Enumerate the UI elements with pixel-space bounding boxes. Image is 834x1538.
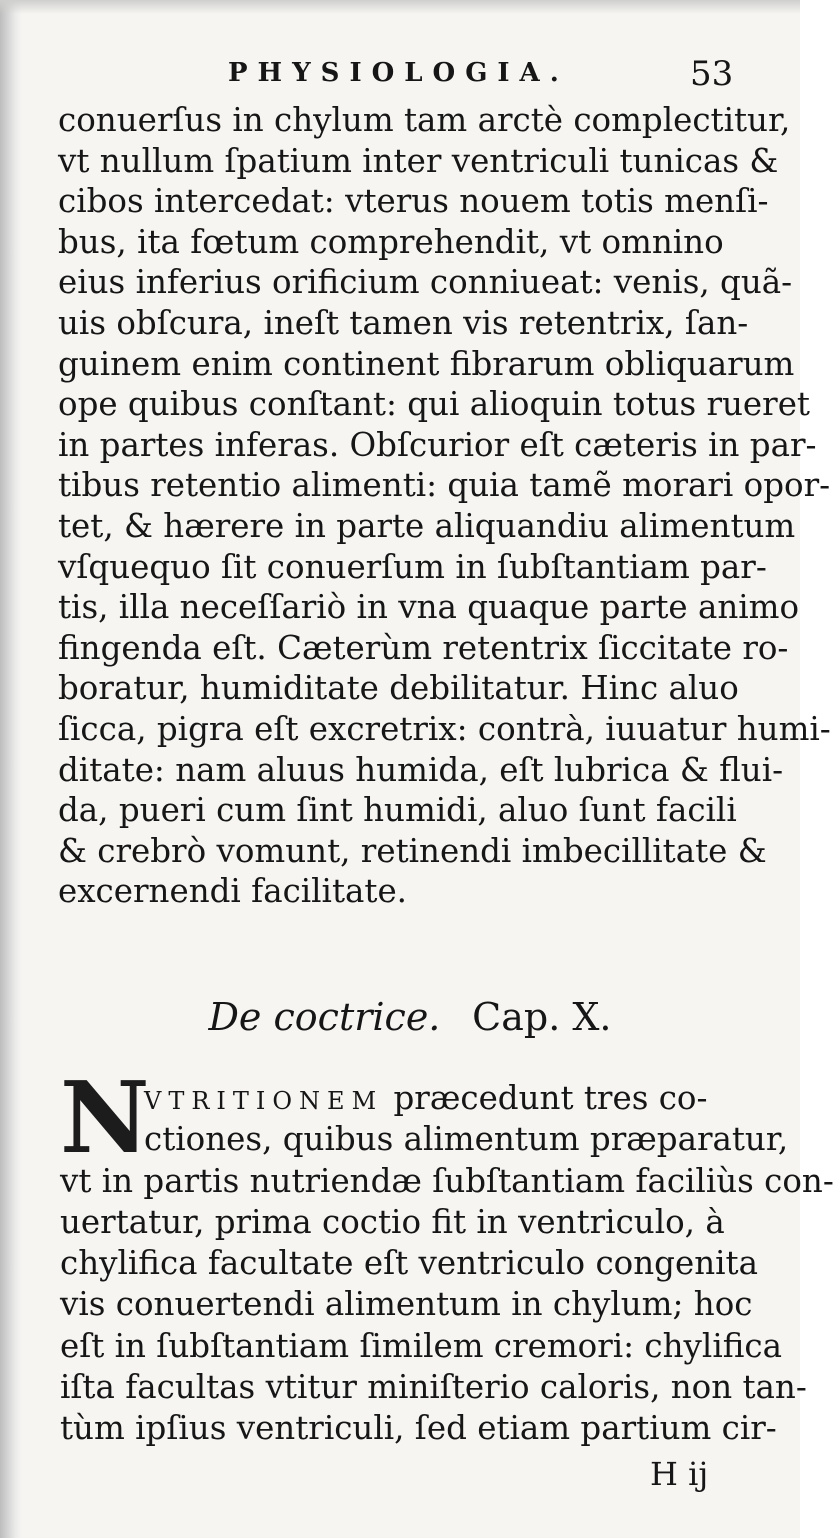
chapter-heading xyxy=(0,995,800,1039)
gutter-shadow xyxy=(0,0,22,1538)
text-line: boratur, humiditate debilitatur. Hinc aluo xyxy=(58,669,739,708)
text-line: da, pueri cum ſint humidi, aluo ſunt facili xyxy=(58,791,737,830)
text-line: ctiones, quibus alimentum præparatur, xyxy=(144,1120,789,1159)
body-text xyxy=(58,100,831,912)
drop-cap: N xyxy=(60,1061,150,1176)
text-line: excernendi facilitate. xyxy=(58,872,408,911)
chapter-body xyxy=(60,1061,834,1450)
lead-small-caps: VTRITIONEM xyxy=(144,1087,384,1115)
top-edge-shadow xyxy=(0,0,800,14)
text-line: vis conuertendi alimentum in chylum; hoc xyxy=(60,1285,753,1324)
first-line-rest: præcedunt tres co- xyxy=(383,1079,708,1117)
text-line: chylifica facultate eſt ventriculo congenita xyxy=(60,1244,758,1283)
text-line: eſt in ſubſtantiam ſimilem cremori: chylifica xyxy=(60,1326,782,1365)
text-line: tùm ipſius ventriculi, ſed etiam partium cir- xyxy=(60,1409,777,1448)
text-line: tibus retentio alimenti: quia tamẽ morari opor- xyxy=(58,466,831,505)
text-line: guinem enim continent fibrarum obliquarum xyxy=(58,344,795,383)
text-line: ditate: nam aluus humida, eſt lubrica & flui- xyxy=(58,750,784,789)
text-line: in partes inferas. Obſcurior eſt cæteris in par- xyxy=(58,425,817,464)
chapter-separator xyxy=(452,995,460,1039)
text-line: iſta facultas vtitur miniſterio caloris, non tan- xyxy=(60,1368,807,1407)
text-line: ope quibus conſtant: qui alioquin totus rueret xyxy=(58,385,810,424)
text-line: vſquequo ſit conuerſum in ſubſtantiam par- xyxy=(58,547,767,586)
text-line: uertatur, prima coctio fit in ventriculo, à xyxy=(60,1202,725,1241)
running-title: PHYSIOLOGIA. xyxy=(228,58,569,88)
text-line: conuerſus in chylum tam arctè complectitur, xyxy=(58,101,791,139)
text-line: uis obſcura, ineſt tamen vis retentrix, ſan- xyxy=(58,303,749,342)
page-number: 53 xyxy=(690,54,734,94)
signature-mark: H ij xyxy=(650,1455,709,1493)
text-line: tis, illa neceſſariò in vna quaque parte animo xyxy=(58,588,800,627)
chapter-number: Cap. X. xyxy=(472,995,612,1039)
text-line: cibos intercedat: vterus nouem totis menſi- xyxy=(58,182,769,221)
text-line: bus, ita fœtum comprehendit, vt omnino xyxy=(58,222,724,261)
text-line: ſicca, pigra eſt excretrix: contrà, iuuatur humi- xyxy=(58,709,831,748)
text-line: tet, & hærere in parte aliquandiu alimentum xyxy=(58,506,796,545)
chapter-title: De coctrice. xyxy=(208,995,441,1039)
text-line: fingenda eſt. Cæterùm retentrix ſiccitate ro- xyxy=(58,628,789,667)
running-head xyxy=(0,54,800,98)
text-line: & crebrò vomunt, retinendi imbecillitate & xyxy=(58,831,767,870)
text-line xyxy=(60,1078,750,1119)
text-line: vt in partis nutriendæ ſubſtantiam faciliùs con- xyxy=(60,1161,834,1200)
text-line: vt nullum ſpatium inter ventriculi tunicas & xyxy=(58,141,779,180)
text-line: eius inferius orificium conniueat: venis, quã- xyxy=(58,263,793,302)
